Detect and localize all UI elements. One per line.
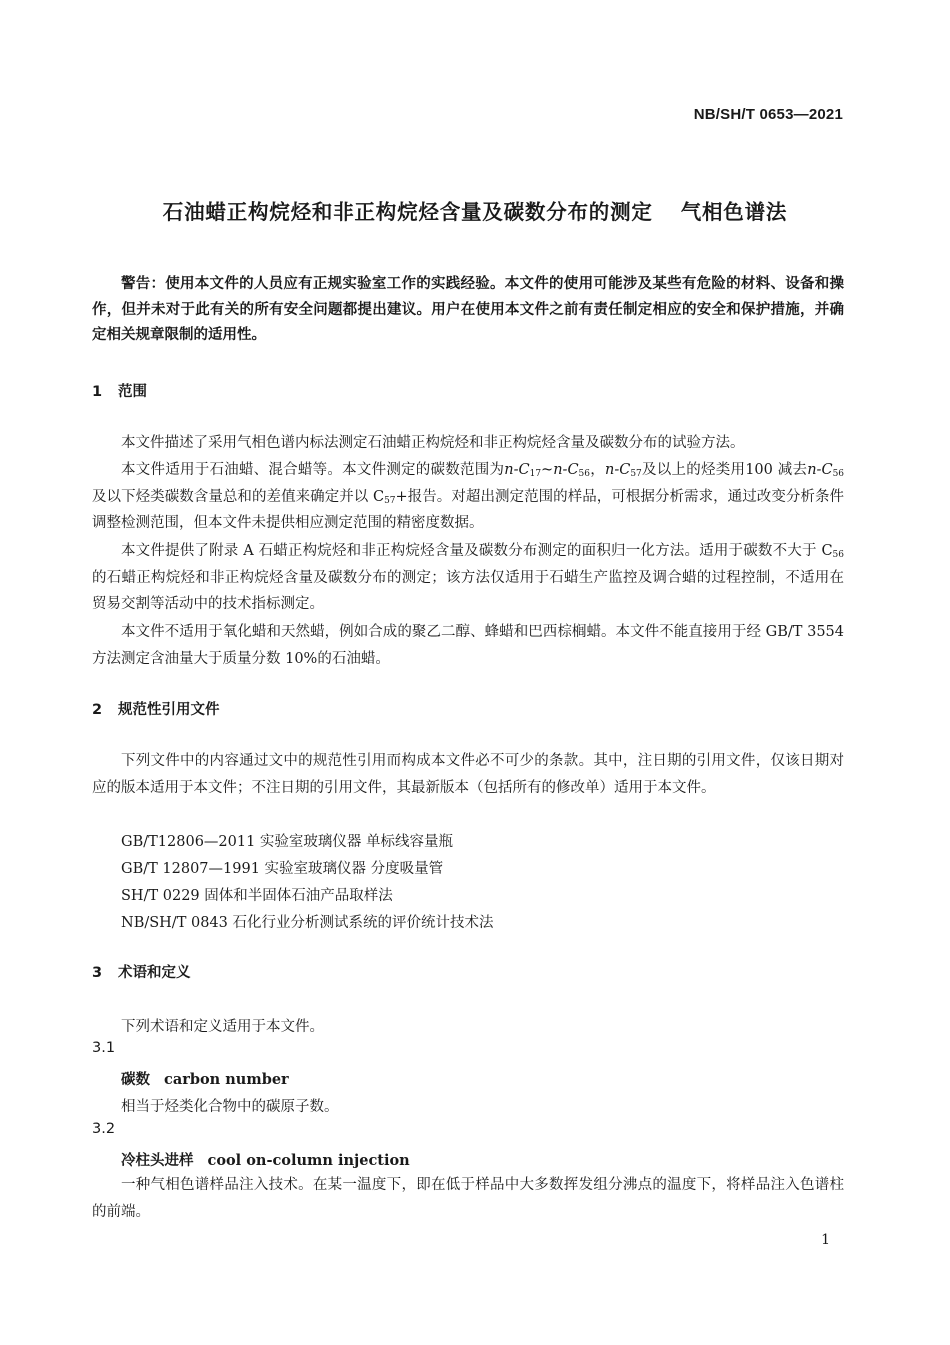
terms-intro: 下列术语和定义适用于本文件。 bbox=[121, 1019, 324, 1035]
term-number: 3.2 bbox=[92, 1121, 116, 1137]
title-sub: 气相色谱法 bbox=[680, 200, 788, 224]
scope-paragraph-3: 本文件提供了附录 A 石蜡正构烷烃和非正构烷烃含量及碳数分布测定的面积归一化方法。适用于碳数不大于 $C_{56}$的石蜡正构烷烃和非正构烷烃含量及碳数分布的测定；该方法仅适用于石蜡生产监控及调合蜡的过程控制，不适用在贸易交割等活动中的技术指标测定。 bbox=[92, 543, 844, 612]
reference-item: GB/T12806—2011 实验室玻璃仪器 单标线容量瓶 bbox=[121, 834, 454, 850]
standard-number: NB/SH/T 0653—2021 bbox=[693, 106, 843, 123]
document-title bbox=[0, 195, 950, 225]
reference-item: NB/SH/T 0843 石化行业分析测试系统的评价统计技术法 bbox=[121, 915, 494, 931]
reference-item: SH/T 0229 固体和半固体石油产品取样法 bbox=[121, 888, 393, 904]
normative-refs-intro: 下列文件中的内容通过文中的规范性引用而构成本文件必不可少的条款。其中，注日期的引用文件，仅该日期对应的版本适用于本文件；不注日期的引用文件，其最新版本（包括所有的修改单）适用于本文件。 bbox=[92, 753, 844, 796]
page-number: 1 bbox=[821, 1232, 830, 1248]
section-2-heading bbox=[92, 698, 220, 719]
section-3-title: 术语和定义 bbox=[118, 965, 191, 981]
section-1-heading bbox=[92, 380, 147, 401]
term-definition: 相当于烃类化合物中的碳原子数。 bbox=[121, 1099, 339, 1115]
section-2-number: 2 bbox=[92, 702, 103, 718]
section-1-title: 范围 bbox=[118, 384, 147, 400]
scope-paragraph-2: 本文件适用于石油蜡、混合蜡等。本文件测定的碳数范围为$n-C_{17}\sim n-C_{56}$，$n-C_{57}$及以上的烃类用100 减去$n-C_{56}$及以下烃类碳数含量总和的差值来确定并以 $C_{57}+$报告。对超出测定范围的样品，可根据分析需求，通过改变分析条件调整检测范围，但本文件未提供相应测定范围的精密度数据。 bbox=[92, 462, 845, 531]
term-number: 3.1 bbox=[92, 1040, 116, 1056]
reference-item: GB/T 12807—1991 实验室玻璃仪器 分度吸量管 bbox=[121, 861, 444, 877]
section-1-number: 1 bbox=[92, 384, 103, 400]
section-2-title: 规范性引用文件 bbox=[118, 702, 220, 718]
scope-paragraph-1: 本文件描述了采用气相色谱内标法测定石油蜡正构烷烃和非正构烷烃含量及碳数分布的试验方法。 bbox=[121, 435, 745, 451]
section-3-heading bbox=[92, 961, 191, 982]
term-title: 碳数 carbon number bbox=[121, 1071, 289, 1088]
warning-paragraph: 警告：使用本文件的人员应有正规实验室工作的实践经验。本文件的使用可能涉及某些有危险的材料、设备和操作，但并未对于此有关的所有安全问题都提出建议。用户在使用本文件之前有责任制定相应的安全和保护措施，并确定相关规章限制的适用性。 bbox=[92, 276, 844, 343]
scope-paragraph-4: 本文件不适用于氧化蜡和天然蜡，例如合成的聚乙二醇、蜂蜡和巴西棕榈蜡。本文件不能直接用于经 GB/T 3554 方法测定含油量大于质量分数 10%的石油蜡。 bbox=[92, 624, 844, 667]
term-title: 冷柱头进样 cool on-column injection bbox=[121, 1152, 410, 1169]
section-3-number: 3 bbox=[92, 965, 103, 981]
term-definition: 一种气相色谱样品注入技术。在某一温度下，即在低于样品中大多数挥发组分沸点的温度下，将样品注入色谱柱的前端。 bbox=[92, 1177, 844, 1220]
title-main: 石油蜡正构烷烃和非正构烷烃含量及碳数分布的测定 bbox=[162, 200, 653, 224]
